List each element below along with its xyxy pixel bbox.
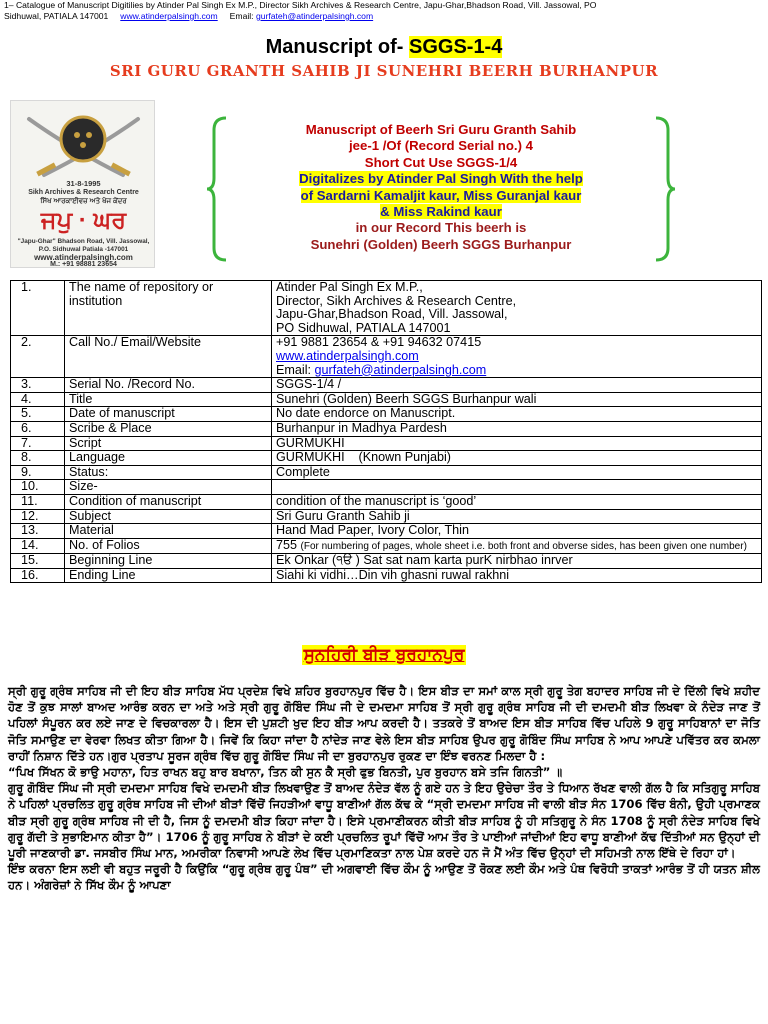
info-line-7: in our Record This beerh is (355, 220, 527, 236)
repository-line-3: Japu-Ghar,Bhadson Road, Vill. Jassowal, (276, 307, 508, 322)
table-row (11, 392, 762, 407)
table-row (11, 568, 762, 583)
row-label: Ending Line (65, 568, 272, 583)
table-row (11, 436, 762, 451)
row-number: 7. (11, 436, 65, 451)
header-email-link[interactable]: gurfateh@atinderpalsingh.com (255, 11, 374, 21)
punjabi-body-text (8, 683, 760, 894)
contact-phone: +91 9881 23654 & +91 94632 07415 (276, 335, 482, 350)
row-number: 6. (11, 421, 65, 436)
header-line-1: 1– Catalogue of Manuscript Digitilies by Atinder Pal Singh Ex M.P., Director Sikh Archives & Research Centre, Japu-Ghar,Bhadson Road, Vill. Jassowal, PO (4, 0, 597, 10)
table-row (11, 336, 762, 378)
row-label: Subject (65, 509, 272, 524)
row-value: Ek Onkar (੧ੳ ) Sat sat nam karta purK nirbhao inrver (272, 554, 762, 569)
logo-date: 31-8-1995 (66, 179, 101, 188)
table-row (11, 538, 762, 554)
manuscript-metadata-table (10, 280, 762, 583)
row-label: Scribe & Place (65, 421, 272, 436)
row-label: Call No./ Email/Website (65, 336, 272, 378)
logo-org-en: Sikh Archives & Research Centre (28, 189, 139, 196)
folio-note: (For numbering of pages, whole sheet i.e. both front and obverse sides, has been given one number) (300, 540, 747, 552)
page-subtitle: SRI GURU GRANTH SAHIB JI SUNEHRI BEERH BURHANPUR (109, 62, 659, 80)
row-number: 12. (11, 509, 65, 524)
contact-website-link[interactable]: www.atinderpalsingh.com (276, 348, 419, 363)
title-prefix: Manuscript of- (265, 36, 404, 58)
row-label: Condition of manuscript (65, 494, 272, 509)
sikh-archives-logo (10, 100, 155, 268)
row-number: 5. (11, 407, 65, 422)
row-value: Sri Guru Granth Sahib ji (272, 509, 762, 524)
row-number: 13. (11, 524, 65, 539)
repository-line-4: PO Sidhuwal, PATIALA 147001 (276, 320, 451, 335)
row-label: Status: (65, 465, 272, 480)
info-line-1: Manuscript of Beerh Sri Guru Granth Sahib (305, 122, 577, 137)
row-number: 11. (11, 494, 65, 509)
row-value (272, 336, 762, 378)
row-value: Burhanpur in Madhya Pardesh (272, 421, 762, 436)
row-number: 15. (11, 554, 65, 569)
row-label: Size- (65, 480, 272, 495)
row-number: 14. (11, 538, 65, 554)
table-row (11, 494, 762, 509)
table-row (11, 421, 762, 436)
row-value: No date endorce on Manuscript. (272, 407, 762, 422)
row-value: Hand Mad Paper, Ivory Color, Thin (272, 524, 762, 539)
row-value: Siahi ki vidhi…Din vih ghasni ruwal rakhni (272, 568, 762, 583)
table-row (11, 407, 762, 422)
row-value: SGGS-1/4 / (272, 378, 762, 393)
section-title-text: ਸੁਨਹਿਰੀ ਬੀੜ ਬੁਰਹਾਨਪੁਰ (303, 645, 465, 665)
table-row (11, 509, 762, 524)
contact-email-link[interactable]: gurfateh@atinderpalsingh.com (314, 362, 487, 377)
row-number: 9. (11, 465, 65, 480)
row-value: GURMUKHI (272, 436, 762, 451)
row-value: condition of the manuscript is ‘good’ (272, 494, 762, 509)
row-label: The name of repository or institution (65, 281, 272, 336)
title-code: SGGS-1-4 (408, 36, 503, 58)
row-number: 2. (11, 336, 65, 378)
header-website-link[interactable]: www.atinderpalsingh.com (120, 11, 218, 21)
row-label: Script (65, 436, 272, 451)
folio-count: 755 (276, 537, 298, 552)
row-label: No. of Folios (65, 538, 272, 554)
page-title (0, 36, 768, 59)
catalogue-header (4, 0, 764, 22)
info-line-3: Short Cut Use SGGS-1/4 (364, 154, 518, 170)
row-label: Language (65, 451, 272, 466)
row-value (272, 538, 762, 554)
row-label: Date of manuscript (65, 407, 272, 422)
logo-name-pa: ਜਪੁ · ਘਰ (40, 207, 127, 234)
row-label: Serial No. /Record No. (65, 378, 272, 393)
row-number: 16. (11, 568, 65, 583)
table-row (11, 554, 762, 569)
paragraph-2: “ਪਿਖ ਸਿੱਖਨ ਕੋ ਭਾਉ ਮਹਾਨਾ, ਹਿਤ ਰਾਖਨ ਬਹੁ ਬਾਰ ਬਖਾਨਾ, ਤਿਨ ਕੀ ਸੁਨ ਕੈ ਸ੍ਰੀ ਫੁਭ ਬਿਨਤੀ, ਪੁਰ ਬੁਰਹਾਨ ਬਸੇ ਤਜਿ ਗਿਨਤੀ” ॥ (8, 765, 563, 780)
row-number: 3. (11, 378, 65, 393)
table-row (11, 451, 762, 466)
paragraph-4: ਇੰਝ ਕਰਨਾ ਇਸ ਲਈ ਵੀ ਬਹੁਤ ਜਰੂਰੀ ਹੈ ਕਿਉਂਕਿ “ਗੁਰੂ ਗ੍ਰੰਥ ਗੁਰੂ ਪੰਥ” ਦੀ ਅਗਵਾਈ ਵਿੱਚ ਕੌਮ ਨੂੰ ਆਉਣ ਤੋਂ ਰੋਕਣ ਲਈ ਕੌਮ ਅਤੇ ਪੰਥ ਵਿਰੋਧੀ ਤਾਕਤਾਂ ਆਰੰਭ ਤੋਂ ਹੀ ਯਤਨ ਸ਼ੀਲ ਹਨ। ਅੰਗਰੇਜ਼ਾਂ ਨੇ ਸਿੱਖ ਕੌਮ ਨੂੰ ਆਪਣਾ (8, 862, 760, 893)
header-line-2 (4, 11, 764, 22)
info-line-5: of Sardarni Kamaljit kaur, Miss Guranjal kaur (300, 187, 582, 203)
row-value: Complete (272, 465, 762, 480)
header-email-label: Email: (229, 11, 254, 21)
repository-line-1: Atinder Pal Singh Ex M.P., (276, 280, 423, 294)
row-value (272, 281, 762, 336)
logo-org-pa: ਸਿੱਖ ਆਰਕਾਈਵਜ਼ ਅਤੇ ਖੋਜ ਕੇਂਦਰ (40, 198, 127, 205)
table-row (11, 524, 762, 539)
table-row (11, 281, 762, 336)
table-row (11, 378, 762, 393)
table-row (11, 465, 762, 480)
paragraph-3: ਗੁਰੂ ਗੋਬਿੰਦ ਸਿੰਘ ਜੀ ਸ੍ਰੀ ਦਮਦਮਾ ਸਾਹਿਬ ਵਿਖੇ ਦਮਦਮੀ ਬੀੜ ਲਿਖਵਾਉਣ ਤੋਂ ਬਾਅਦ ਨੰਦੇੜ ਵੱਲ ਨੂੰ ਗਏ ਹਨ ਤੇ ਇਹ ਉਚੇਚਾ ਤੌਰ ਤੇ ਧਿਆਨ ਰੱਖਣ ਵਾਲੀ ਗੱਲ ਹੈ ਕਿ ਸਤਿਗੁਰੂ ਸਾਹਿਬ ਨੇ ਪਹਿਲਾਂ ਪ੍ਰਚਲਿਤ ਗੁਰੂ ਗ੍ਰੰਥ ਸਾਹਿਬ ਜੀ ਦੀਆਂ ਬੀੜਾਂ ਵਿੱਚੋਂ ਜਿਹੜੀਆਂ ਵਾਧੂ ਬਾਣੀਆਂ ਗੱਲ ਕੱਢ ਕੇ “ਸ੍ਰੀ ਦਮਦਮਾ ਸਾਹਿਬ ਜੀ ਵਾਲੀ ਬੀੜ ਸੰਨ 1706 ਵਿੱਚ ਬੰਨੀ, ਉਹੀ ਪ੍ਰਮਾਣਕ ਬੀੜ ਸ੍ਰੀ ਗੁਰੂ ਗ੍ਰੰਥ ਸਾਹਿਬ ਜੀ ਦੀ ਹੈ, ਜਿਸ ਨੂੰ ਦਮਦਮੀ ਬੀੜ ਕਿਹਾ ਜਾਂਦਾ ਹੈ। ਇਸੇ ਪ੍ਰਮਾਣੀਕਰਨ ਕੀਤੀ ਬੀੜ ਸਾਹਿਬ ਨੂੰ ਹੀ ਸਤਿਗੁਰੂ ਨੇ ਸੰਨ 1708 ਨੂੰ ਸ੍ਰੀ ਨੰਦੇੜ ਸਾਹਿਬ ਵਿਖੇ ਗੁਰੂ ਗੱਦੀ ਤੇ ਸੁਭਾਇਮਾਨ ਕੀਤਾ ਹੈ”। 1706 ਨੂੰ ਗੁਰੂ ਸਾਹਿਬ ਨੇ ਬੀੜਾਂ ਦੇ ਕਈ ਪ੍ਰਚਲਿਤ ਰੂਪਾਂ ਵਿੱਚੋਂ ਆਮ ਤੌਰ ਤੇ ਪਾਈਆਂ ਜਾਂਦੀਆਂ ਇਹ ਵਾਧੂ ਬਾਣੀਆਂ ਕੱਢ ਦਿੱਤੀਆਂ ਸਨ ਉਨ੍ਹਾਂ ਦੀ ਪੂਰੀ ਜਾਣਕਾਰੀ ਡਾ. ਜਸਬੀਰ ਸਿੰਘ ਮਾਨ, ਅਮਰੀਕਾ ਨਿਵਾਸੀ ਆਪਣੇ ਲੇਖ ਵਿੱਚ ਪ੍ਰਮਾਣਿਕਤਾ ਨਾਲ ਪੇਸ਼ ਕਰਦੇ ਹਨ ਜੋ ਮੈਂ ਅੰਤ ਵਿੱਚ ਉਨ੍ਹਾਂ ਦੀ ਸਹਿਮਤੀ ਨਾਲ ਇੱਥੇ ਦੇ ਰਿਹਾ ਹਾਂ। (8, 781, 760, 861)
row-value: GURMUKHI (Known Punjabi) (272, 451, 762, 466)
repository-line-2: Director, Sikh Archives & Research Centre, (276, 293, 517, 308)
logo-phone: M.: +91 98881 23654 (50, 261, 117, 268)
info-line-8: Sunehri (Golden) Beerh SGGS Burhanpur (310, 236, 572, 252)
row-number: 8. (11, 451, 65, 466)
contact-email-label: Email: (276, 362, 311, 377)
row-value: Sunehri (Golden) Beerh SGGS Burhanpur wali (272, 392, 762, 407)
row-value (272, 480, 762, 495)
header-address: Sidhuwal, PATIALA 147001 (4, 11, 109, 21)
row-number: 4. (11, 392, 65, 407)
row-label: Title (65, 392, 272, 407)
manuscript-info-block (206, 116, 676, 262)
logo-web: www.atinderpalsingh.com (34, 253, 133, 262)
paragraph-1: ਸ੍ਰੀ ਗੁਰੂ ਗ੍ਰੰਥ ਸਾਹਿਬ ਜੀ ਦੀ ਇਹ ਬੀੜ ਸਾਹਿਬ ਮੱਧ ਪ੍ਰਦੇਸ਼ ਵਿਖੇ ਸ਼ਹਿਰ ਬੁਰਹਾਨਪੁਰ ਵਿੱਚ ਹੈ। ਇਸ ਬੀੜ ਦਾ ਸਮਾਂ ਕਾਲ ਸ੍ਰੀ ਗੁਰੂ ਤੇਗ ਬਹਾਦਰ ਸਾਹਿਬ ਜੀ ਦੇ ਦਿੱਲੀ ਵਿਖੇ ਸ਼ਹੀਦ ਹੋਣ ਤੋਂ ਕੁਝ ਸਾਲਾਂ ਬਾਅਦ ਆਰੰਭ ਕਰਨ ਦਾ ਅਤੇ ਅਤੇ ਸ੍ਰੀ ਗੁਰੂ ਗੋਬਿੰਦ ਸਿੰਘ ਜੀ ਦੇ ਦਮਦਮਾ ਸਾਹਿਬ ਤੋਂ ਸ੍ਰੀ ਗੁਰੂ ਗ੍ਰੰਥ ਸਾਹਿਬ ਜੀ ਦੀ ਦਮਦਮੀ ਬੀੜ ਲਿਖਵਾ ਕੇ ਨੰਦੇੜ ਜਾਣ ਤੋਂ ਪਹਿਲਾਂ ਸੰਪੂਰਨ ਕਰ ਲਏ ਜਾਣ ਦੇ ਵਿਚਕਾਰਲਾ ਹੈ। ਇਸ ਦੀ ਪੁਸ਼ਟੀ ਖੁਦ ਇਹ ਬੀੜ ਆਪ ਕਰਦੀ ਹੈ। ਤਤਕਰੇ ਤੋਂ ਬਾਅਦ ਇਸ ਬੀੜ ਸਾਹਿਬ ਵਿੱਚ ਪਹਿਲੇ 9 ਗੁਰੂ ਸਾਹਿਬਾਨਾਂ ਦਾ ਜੋਤਿ ਜੋਤਿ ਸਮਾਉਣ ਦਾ ਵੇਰਵਾ ਲਿਖਤ ਕੀਤਾ ਗਿਆ ਹੈ। ਜਿਵੇਂ ਕਿ ਕਿਹਾ ਜਾਂਦਾ ਹੈ ਨਾਂਦੇੜ ਜਾਣ ਵੇਲੇ ਇਸ ਬੀੜ ਸਾਹਿਬ ਉਪਰ ਗੁਰੂ ਗੋਬਿੰਦ ਸਿੰਘ ਸਾਹਿਬ ਨੇ ਆਪ ਆਪਣੇ ਪਵਿੱਤਰ ਕਰ ਕਮਲਾ ਰਾਹੀਂ ਨਿਸ਼ਾਨ ਦਿੱਤੇ ਹਨ।ਗੁਰ ਪ੍ਰਤਾਪ ਸੂਰਜ ਗ੍ਰੰਥ ਵਿੱਚ ਗੁਰੂ ਗੋਬਿੰਦ ਸਿੰਘ ਜੀ ਦਾ ਬੁਰਹਾਨਪੁਰ ਰੁਕਣ ਦਾ ਇੰਝ ਵਰਨਣ ਮਿਲਦਾ ਹੈ : (8, 684, 760, 763)
table-row (11, 480, 762, 495)
row-label: Material (65, 524, 272, 539)
section-title (0, 645, 768, 665)
row-number: 10. (11, 480, 65, 495)
logo-address-1: "Japu-Ghar" Bhadson Road, Vill. Jassowal, (17, 238, 150, 245)
info-line-6: & Miss Rakind kaur (380, 204, 502, 220)
info-line-2: jee-1 /Of (Record Serial no.) 4 (349, 138, 533, 154)
row-number: 1. (11, 281, 65, 336)
logo-address-2: P.O. Sidhuwal Patiala -147001 (38, 246, 129, 253)
row-label: Beginning Line (65, 554, 272, 569)
info-line-4: Digitalizes by Atinder Pal Singh With the help (299, 171, 583, 187)
